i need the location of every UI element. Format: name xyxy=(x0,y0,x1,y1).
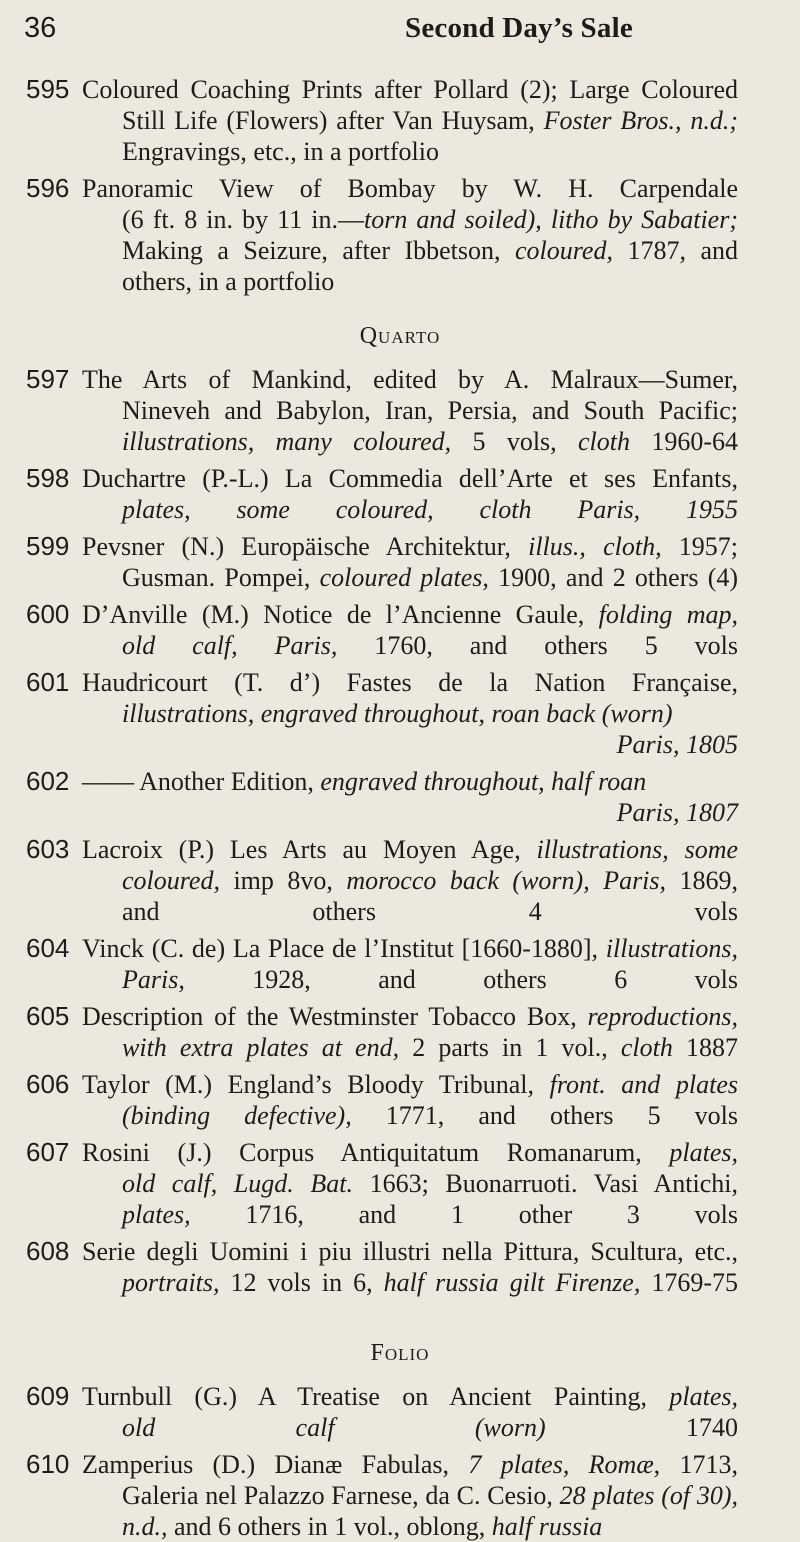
lot-description: Serie degli Uomini i piu illustri nella Pittura, Scultura, etc., portraits, 12 vols in 6, half russia gilt Firenze, 1769-75 xyxy=(82,1237,739,1297)
lot-607 xyxy=(0,1137,800,1230)
lot-number: 599 xyxy=(26,531,70,561)
lot-number: 607 xyxy=(26,1137,70,1167)
lot-598 xyxy=(0,463,800,525)
lot-597 xyxy=(0,364,800,457)
lot-605 xyxy=(0,1001,800,1063)
lot-601 xyxy=(0,667,800,760)
page-header xyxy=(0,12,800,52)
lot-610 xyxy=(0,1449,800,1542)
lot-606 xyxy=(0,1069,800,1131)
lot-description: Panoramic View of Bombay by W. H. Carpendale (6 ft. 8 in. by 11 in.—torn and soiled), litho by Sabatier; Making a Seizure, after Ibbetson, coloured, 1787, and others, in a portfolio xyxy=(82,174,739,296)
lot-description: Turnbull (G.) A Treatise on Ancient Painting, plates, old calf (worn) 1740 xyxy=(82,1382,738,1442)
lot-description: Duchartre (P.-L.) La Commedia dell’Arte et ses Enfants, plates, some coloured, cloth Paris, 1955 xyxy=(82,464,739,524)
lot-description: Coloured Coaching Prints after Pollard (2); Large Coloured Still Life (Flowers) after Van Huysam, Foster Bros., n.d.; Engravings, etc., in a portfolio xyxy=(82,75,739,166)
lot-604 xyxy=(0,933,800,995)
lot-description: Zamperius (D.) Dianæ Fabulas, 7 plates, Romæ, 1713, Galeria nel Palazzo Farnese, da C. Cesio, 28 plates (of 30), n.d., and 6 others in 1 vol., oblong, half russia xyxy=(82,1450,739,1541)
lot-description: Pevsner (N.) Europäische Architektur, illus., cloth, 1957; Gusman. Pompei, coloured plates, 1900, and 2 others (4) xyxy=(82,532,739,592)
lot-number: 598 xyxy=(26,463,70,493)
section-heading-quarto: Quarto xyxy=(359,323,441,349)
lot-number: 601 xyxy=(26,667,70,697)
lot-description: D’Anville (M.) Notice de l’Ancienne Gaule, folding map, old calf, Paris, 1760, and others 5 vols xyxy=(82,600,739,660)
lot-609 xyxy=(0,1381,800,1443)
lot-number: 608 xyxy=(26,1236,70,1266)
lot-description: Description of the Westminster Tobacco Box, reproductions, with extra plates at end, 2 parts in 1 vol., cloth 1887 xyxy=(82,1002,739,1062)
lot-description: Vinck (C. de) La Place de l’Institut [1660-1880], illustrations, Paris, 1928, and others 6 vols xyxy=(82,934,739,994)
lot-number: 602 xyxy=(26,766,70,796)
page-number: 36 xyxy=(24,12,57,44)
lot-description: The Arts of Mankind, edited by A. Malraux—Sumer, Nineveh and Babylon, Iran, Persia, and South Pacific; illustrations, many coloured, 5 vols, cloth 1960-64 xyxy=(82,365,739,456)
lot-number: 610 xyxy=(26,1449,70,1479)
lot-description: Taylor (M.) England’s Bloody Tribunal, front. and plates (binding defective), 1771, and others 5 vols xyxy=(82,1070,739,1130)
lot-number: 596 xyxy=(26,173,70,203)
lot-608 xyxy=(0,1236,800,1298)
lot-602 xyxy=(0,766,800,828)
lot-599 xyxy=(0,531,800,593)
lot-list xyxy=(0,74,800,1542)
section-heading-folio: Folio xyxy=(370,1340,430,1366)
lot-595 xyxy=(0,74,800,167)
lot-description: Rosini (J.) Corpus Antiquitatum Romanarum, plates, old calf, Lugd. Bat. 1663; Buonarruoti. Vasi Antichi, plates, 1716, and 1 other 3 vols xyxy=(82,1138,739,1229)
lot-description: Haudricourt (T. d’) Fastes de la Nation Française, illustrations, engraved throughout, roan back (worn) Paris, 1805 xyxy=(82,668,738,759)
lot-number: 595 xyxy=(26,74,70,104)
lot-number: 604 xyxy=(26,933,70,963)
lot-603 xyxy=(0,834,800,927)
lot-number: 609 xyxy=(26,1381,70,1411)
lot-number: 600 xyxy=(26,599,70,629)
lot-number: 603 xyxy=(26,834,70,864)
lot-596 xyxy=(0,173,800,297)
lot-description: Lacroix (P.) Les Arts au Moyen Age, illustrations, some coloured, imp 8vo, morocco back (worn), Paris, 1869, and others 4 vols xyxy=(82,835,739,926)
running-head: Second Day’s Sale xyxy=(405,12,633,44)
lot-number: 606 xyxy=(26,1069,70,1099)
lot-600 xyxy=(0,599,800,661)
lot-number: 597 xyxy=(26,364,70,394)
lot-description: —— Another Edition, engraved throughout, half roan Paris, 1807 xyxy=(82,767,738,827)
lot-number: 605 xyxy=(26,1001,70,1031)
